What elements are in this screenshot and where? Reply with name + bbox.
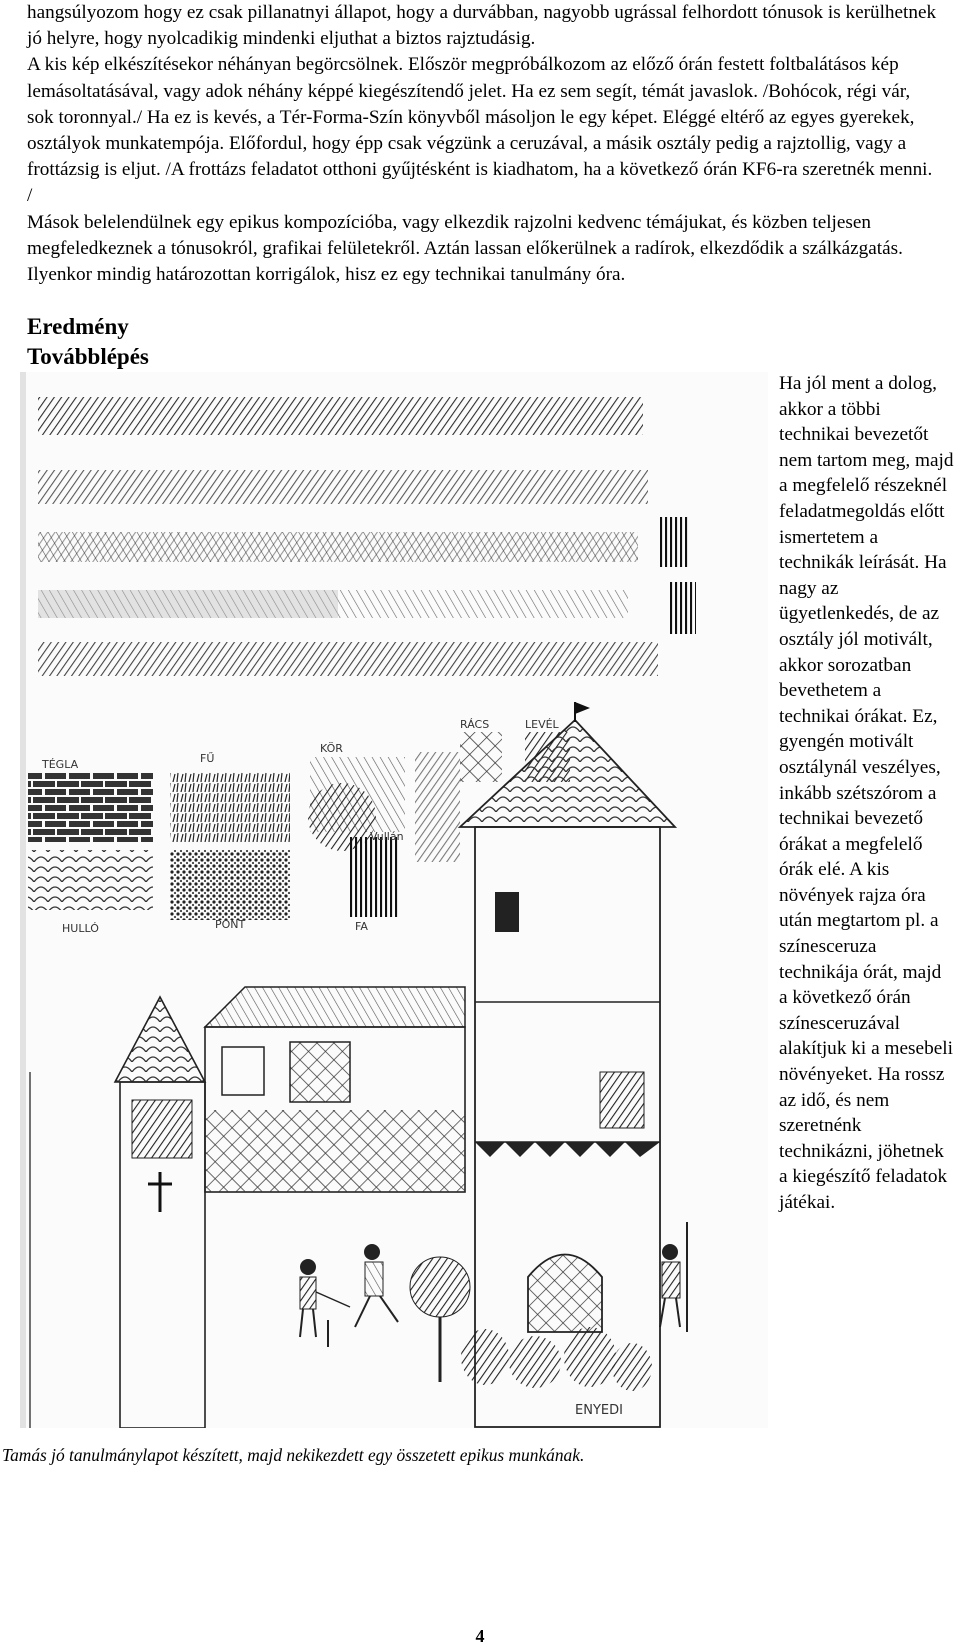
page-number: 4 xyxy=(475,1626,485,1646)
heading-tovabblepes: Továbblépés xyxy=(27,344,149,369)
intro-paragraph: Mások belelendülnek egy epikus kompozícióba, vagy elkezdik rajzolni kedvenc témájukat, és közben teljesen megfeledkeznek a tónusokról, grafikai felületekről. Aztán lassan előkerülnek a radírok, elkezdődik a szálkázgatás. Ilyenkor mindig határozottan korrigálok, hisz ez egy technikai tanulmány óra. xyxy=(27,211,903,286)
intro-text-block xyxy=(27,0,937,288)
intro-paragraph: hangsúlyozom hogy ez csak pillanatnyi állapot, hogy a durvábban, nagyobb ugrással felhordott tónusok is kerülhetnek jó helyre, hogy nyolcadikig mindenki eljuthat a biztos rajztudásig. xyxy=(27,2,937,50)
label-tegla: TÉGLA xyxy=(42,758,79,771)
label-hullo: HULLÓ xyxy=(62,922,99,935)
intro-paragraph: A kis kép elkészítésekor néhányan begörcsölnek. Először megpróbálkozom az előző órán festett foltbalátásos kép lemásoltatásával, vagy adok néhány képpé kiegészítendő jelet. Ha ez sem segít, témát javaslok. /Bohócok, régi vár, sok toronnyal./ Ha ez is kevés, a Tér-Forma-Szín könyvből másoljon le egy képet. Eléggé eltérő az egyes gyerekek, osztályok munkatempója. Előfordul, hogy épp csak végzünk a ceruzával, a másik osztály pedig a rajztollig, vagy a frottázsig is eljut. /A frottázs feladatot otthoni gyűjtésként is kiadhatom, ha a következő órán KF6-ra szeretnék menni. / xyxy=(27,54,933,207)
tonal-study-stripes xyxy=(38,397,696,676)
heading-eredmeny: Eredmény xyxy=(27,314,129,339)
bushes xyxy=(461,1327,652,1391)
fencing-figures xyxy=(300,1244,398,1347)
figure-caption: Tamás jó tanulmánylapot készített, majd nekikezdett egy összetett epikus munkának. xyxy=(2,1445,585,1465)
house xyxy=(205,987,465,1192)
label-signature: ENYEDI xyxy=(575,1403,623,1418)
label-fa: FA xyxy=(355,920,368,933)
label-vullan: Vullán xyxy=(370,830,404,843)
knight-figure xyxy=(660,1222,687,1332)
pencil-drawing xyxy=(20,372,768,1428)
label-fu: FŰ xyxy=(200,752,215,765)
label-levi: LEVÉL xyxy=(525,718,559,731)
round-tree xyxy=(410,1257,470,1382)
label-pont: PONT xyxy=(215,918,246,931)
student-drawing-figure xyxy=(20,372,768,1428)
sidebar-paragraph: Ha jól ment a dolog, akkor a többi technikai bevezetőt nem tartom meg, majd a megfelelő részeknél feladatmegoldás előtt ismertetem a technikák leírását. Ha nagy az ügyetlenkedés, de az osztály jól motivált, akkor sorozatban bevethetem a technikai órákat. Ez, gyengén motivált osztálynál veszélyes, inkább szétszórom a technikai bevezető órákat a megfelelő órák elé. A kis növények rajza óra után megtartom pl. a színesceruza technikája órát, majd a következő órán színesceruzával alakítjuk ki a mesebeli növényeket. Ha rossz az idő, és nem szeretnénk technikázni, jöhetnek a kiegészítő feladatok játékai. xyxy=(779,373,954,1213)
label-kor: KÖR xyxy=(320,742,343,755)
paper-edge xyxy=(20,372,26,1428)
label-racs: RÁCS xyxy=(460,718,490,731)
left-tower xyxy=(30,997,205,1428)
main-tower xyxy=(460,702,675,1427)
